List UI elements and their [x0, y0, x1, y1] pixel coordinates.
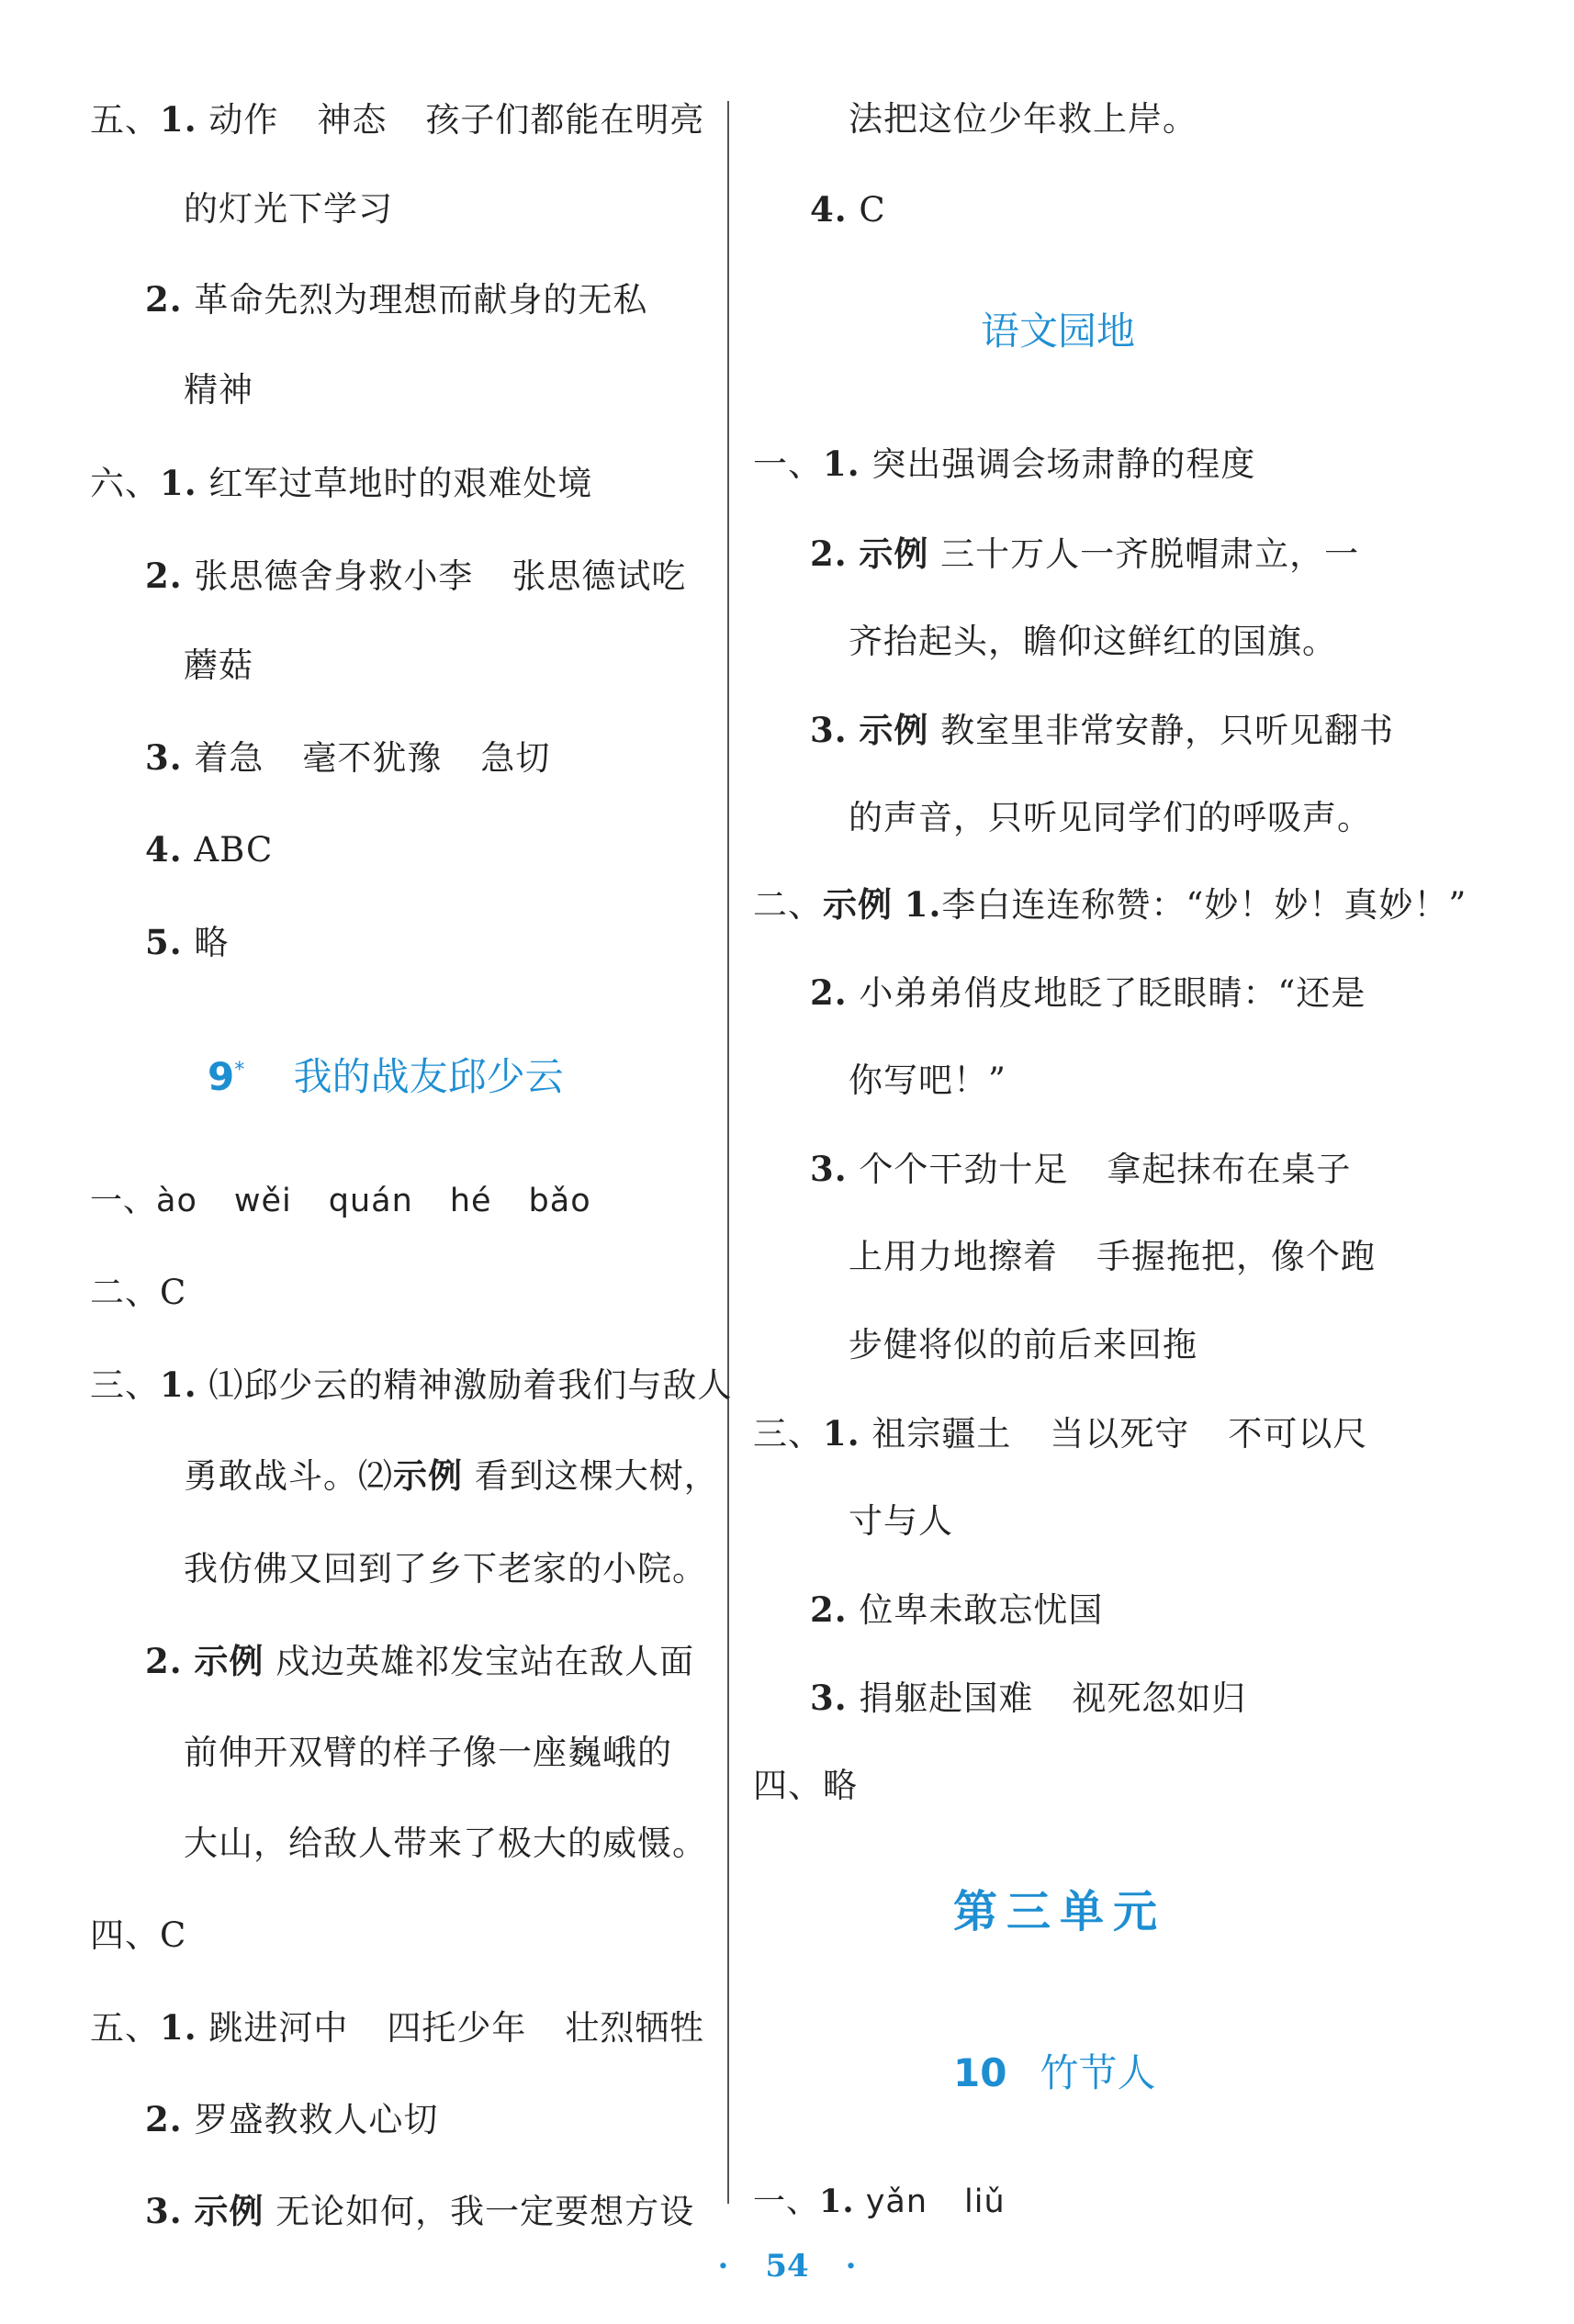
answer-line: 2. 示例 三十万人一齐脱帽肃立，一 — [810, 533, 1360, 574]
answer-line: 2. 革命先烈为理想而献身的无私 — [145, 279, 648, 320]
section-marker: 五、 — [90, 100, 160, 140]
answer-line: 3. 示例 无论如何，我一定要想方设 — [145, 2191, 695, 2231]
answer-line: 寸与人 — [849, 1501, 953, 1541]
answer-line: 3. 捐躯赴国难 视死忽如归 — [810, 1678, 1247, 1718]
answer-line: 上用力地擦着 手握拖把，像个跑 — [849, 1237, 1376, 1276]
example-tag: 示例 — [859, 711, 929, 750]
example-tag: 示例 — [194, 2192, 264, 2231]
answer-line: 步健将似的前后来回拖 — [849, 1325, 1197, 1364]
answer-line: 2. 小弟弟俏皮地眨了眨眼睛：“还是 — [810, 972, 1366, 1013]
answer-line: 五、1. 动作 神态 孩子们都能在明亮 — [90, 99, 705, 140]
page-number: · 54 · — [717, 2248, 857, 2285]
answer-line: 大山，给敌人带来了极大的威慑。 — [184, 1824, 707, 1863]
answer-line: 2. 示例 戍边英雄祁发宝站在敌人面 — [145, 1641, 695, 1681]
answer-line: 精神 — [184, 370, 253, 410]
answer-line: 蘑菇 — [184, 646, 253, 685]
answer-line: 3. 个个干劲十足 拿起抹布在桌子 — [810, 1149, 1352, 1189]
answer-line: 4. C — [810, 189, 886, 230]
answer-line: 3. 示例 教室里非常安静，只听见翻书 — [810, 710, 1395, 750]
answer-line: 一、1. 突出强调会场肃静的程度 — [753, 443, 1256, 484]
answer-line: 法把这位少年救上岸。 — [849, 99, 1197, 139]
example-tag: 示例 — [393, 1456, 463, 1496]
answer-line: 2. 罗盛教救人心切 — [145, 2099, 439, 2139]
answer-line: 四、略 — [753, 1766, 858, 1805]
answer-line: 2. 位卑未敢忘忧国 — [810, 1589, 1104, 1630]
lesson-heading: 9* 我的战友邱少云 — [208, 1054, 564, 1099]
answer-line: 你写吧！” — [849, 1061, 1006, 1100]
column-divider — [727, 101, 729, 2204]
answer-line: 四、C — [90, 1915, 187, 1955]
answer-line: 的灯光下学习 — [184, 189, 393, 229]
section-heading-garden: 语文园地 — [981, 309, 1136, 354]
answer-line: 六、1. 红军过草地时的艰难处境 — [90, 463, 593, 503]
answer-line: 齐抬起头，瞻仰这鲜红的国旗。 — [849, 622, 1337, 661]
answer-line: 勇敢战斗。⑵示例 看到这棵大树， — [184, 1456, 719, 1496]
unit-heading: 第三单元 — [953, 1886, 1167, 1937]
answer-line: 3. 着急 毫不犹豫 急切 — [145, 737, 551, 778]
example-tag: 示例 — [859, 534, 929, 574]
answer-line: 二、示例 1.李白连连称赞：“妙！妙！真妙！” — [753, 884, 1467, 925]
answer-line: 二、C — [90, 1273, 187, 1312]
answer-line: 我仿佛又回到了乡下老家的小院。 — [184, 1549, 707, 1589]
example-tag: 示例 — [194, 1642, 264, 1681]
lesson-heading: 10 竹节人 — [953, 2050, 1156, 2095]
answer-line: 三、1. 祖宗疆土 当以死守 不可以尺 — [753, 1413, 1368, 1454]
answer-line: 五、1. 跳进河中 四托少年 壮烈牺牲 — [90, 2007, 705, 2048]
answer-line: 前伸开双臂的样子像一座巍峨的 — [184, 1733, 672, 1772]
answer-line: 5. 略 — [145, 922, 230, 962]
item-number: 1. — [160, 99, 197, 140]
answer-line: 三、1. ⑴邱少云的精神激励着我们与敌人 — [90, 1364, 733, 1405]
pinyin-line: 一、ào wěi quán hé bǎo — [90, 1183, 591, 1219]
example-tag: 示例 — [823, 885, 893, 925]
pinyin-line: 一、1. yǎn liǔ — [753, 2183, 1006, 2220]
answer-line: 2. 张思德舍身救小李 张思德试吃 — [145, 556, 687, 596]
answer-line: 的声音，只听见同学们的呼吸声。 — [849, 798, 1372, 837]
answer-line: 4. ABC — [145, 829, 274, 870]
